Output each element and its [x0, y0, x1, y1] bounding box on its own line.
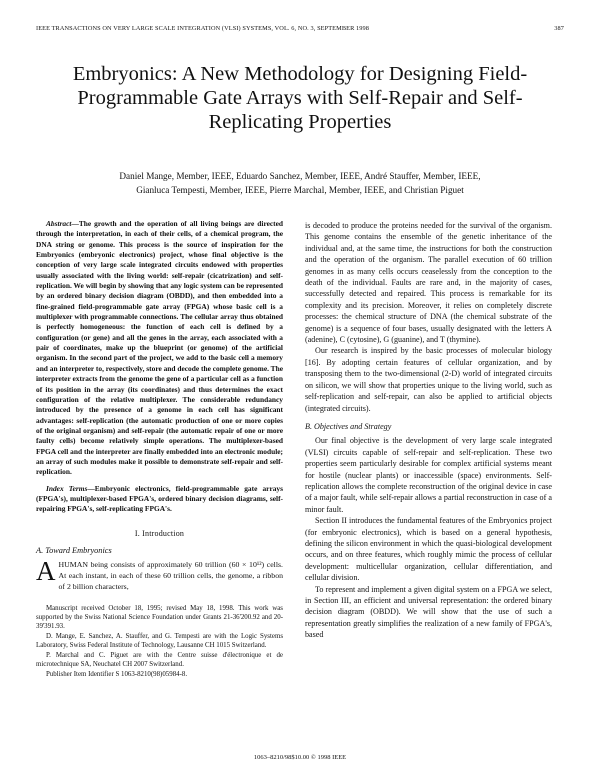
paragraph: Our final objective is the development of very large scale integrated (VLSI) circuits capable of self-repair and self-replication. These two properties seem particularly desirable for complex artificial systems meant for hostile (nuclear plants) or inaccessible (space) environments. Self-replication allows the complete reconstruction of the original device in case of a major fault, while self-repair allows a partial reconstruction in case of a minor fault. — [305, 436, 552, 514]
authors-line-2: Gianluca Tempesti, Member, IEEE, Pierre Marchal, Member, IEEE, and Christian Piguet — [136, 184, 464, 195]
drop-cap: A — [36, 556, 56, 587]
intro-paragraph — [36, 556, 283, 593]
left-column — [36, 219, 283, 680]
paragraph: Our research is inspired by the basic processes of molecular biology [16]. By adopting certain features of cellular organization, and by transposing them to the two-dimensional (2-D) world of integrated circuits on silicon, we will show that properties unique to the living world, such as self-replication and self-repair, can also be applied to artificial objects (integrated circuits). — [305, 346, 552, 413]
paragraph: is decoded to produce the proteins needed for the survival of the organism. This genome contains the ensemble of the genetic inheritance of the individual and, at the same time, the instructions for both the construction and the operation of the organism. The parallel execution of 60 trillion genomes in as many cells occurs ceaselessly from the conception to the death of the individual. Faults are rare and, in the majority of cases, successfully detected and repaired. This process is remarkable for its complexity and its precision. Moreover, it relies on completely discrete processes: the chemical structure of DNA (the chemical substrate of the genome) is a sequence of four bases, usually designated with the letters A (adenine), C (cytosine), G (guanine), and T (thymine). — [305, 221, 552, 345]
index-terms-label: Index Terms— — [46, 483, 95, 493]
index-terms — [36, 484, 283, 515]
footnote-publisher-id: Publisher Item Identifier S 1063-8210(98)05984-8. — [46, 670, 188, 678]
copyright-line: 1063–8210/98$10.00 © 1998 IEEE — [253, 754, 347, 761]
abstract-label: Abstract— — [46, 219, 79, 228]
running-head — [36, 25, 564, 32]
footnote-affiliation-2: P. Marchal and C. Piguet are with the Centre suisse d'électronique et de microtechnique SA, Neuchatel CH 2007 Switzerland. — [36, 651, 283, 668]
footnote-affiliation-1: D. Mange, E. Sanchez, A. Stauffer, and G. Tempesti are with the Logic Systems Laboratory, Swiss Federal Institute of Technology, Lausanne CH 1015 Switzerland. — [36, 632, 283, 649]
abstract-text: The growth and the operation of all living beings are directed through the interpretation, in each of their cells, of a chemical program, the DNA string or genome. This process is the source of inspiration for the Embryonics (embryonic electronics) project, whose final objective is the conception of very large scale integrated circuits endowed with properties usually associated with the living world: self-repair (cicatrization) and self-replication. We will begin by showing that any logic system can be represented by an ordered binary decision diagram (OBDD), and then embedded into a fine-grained field-programmable gate array (FPGA) whose basic cell is a multiplexer with programmable connections. The cellular array thus obtained is perfectly homogeneous: the function of each cell is defined by a configuration (or gene) and all the genes in the array, each associated with a pair of coordinates, make up the blueprint (or genome) of the artificial organism. In the second part of the project, we add to the basic cell a memory and an interpreter to, respectively, store and decode the complete genome. The interpreter extracts from the genome the gene of a particular cell as a function of its position in the array (its coordinates) and thus determines the exact configuration of the relative multiplexer. The considerable redundancy introduced by the presence of a genome in each cell has significant advantages: self-replication (the automatic production of one or more copies of the original organism) and self-repair (the automatic repair of one or more faulty cells) become relatively simple operations. The multiplexer-based FPGA cell and the interpreter are finally embedded into an electronic module; an array of such modules make it possible to demonstrate self-repair and self-replication. — [36, 219, 283, 477]
journal-header: IEEE TRANSACTIONS ON VERY LARGE SCALE INTEGRATION (VLSI) SYSTEMS, VOL. 6, NO. 3, SEPTEMBER 1998 — [36, 25, 370, 32]
paper-title: Embryonics: A New Methodology for Designing Field-Programmable Gate Arrays with Self-Repair and Self-Replicating Properties — [72, 63, 528, 133]
index-terms-text: Embryonic electronics, field-programmable gate arrays (FPGA's), multiplexer-based FPGA's, ordered binary decision diagrams, self-repairing FPGA's, self-replicating FPGA's. — [36, 483, 283, 514]
footnotes — [36, 605, 283, 679]
right-column — [305, 220, 552, 641]
subsection-heading: B. Objectives and Strategy — [305, 421, 392, 431]
paragraph: Section II introduces the fundamental features of the Embryonics project (for embryonic electronics), which is based on a general hypothesis, defining the silicon environment in which the quasi-biological development occurs, and on three features, which roughly mimic the process of cellular development: multicellular organization, cellular differentiation, and cellular division. — [305, 516, 552, 583]
paragraph: To represent and implement a given digital system on a FPGA we select, in Section III, an efficient and universal representation: the ordered binary decision diagram (OBDD). We will show that the use of such a representation greatly simplifies the realization of a new family of FPGA's, based — [305, 584, 552, 640]
subsection-heading: A. Toward Embryonics — [36, 545, 112, 555]
footnote-manuscript: Manuscript received October 18, 1995; revised May 18, 1998. This work was supported by the Swiss National Science Foundation under Grants 21-36'200.92 and 20-39'391.93. — [36, 605, 283, 630]
intro-text: HUMAN being consists of approximately 60 trillion (60 × 10¹²) cells. At each instant, in each of these 60 trillion cells, the genome, a ribbon of 2 billion characters, — [58, 560, 283, 592]
section-heading: I. Introduction — [134, 528, 185, 538]
author-list — [36, 170, 564, 197]
abstract — [36, 219, 283, 478]
authors-line-1: Daniel Mange, Member, IEEE, Eduardo Sanchez, Member, IEEE, André Stauffer, Member, IEEE, — [119, 171, 481, 181]
page-number: 387 — [554, 25, 564, 32]
